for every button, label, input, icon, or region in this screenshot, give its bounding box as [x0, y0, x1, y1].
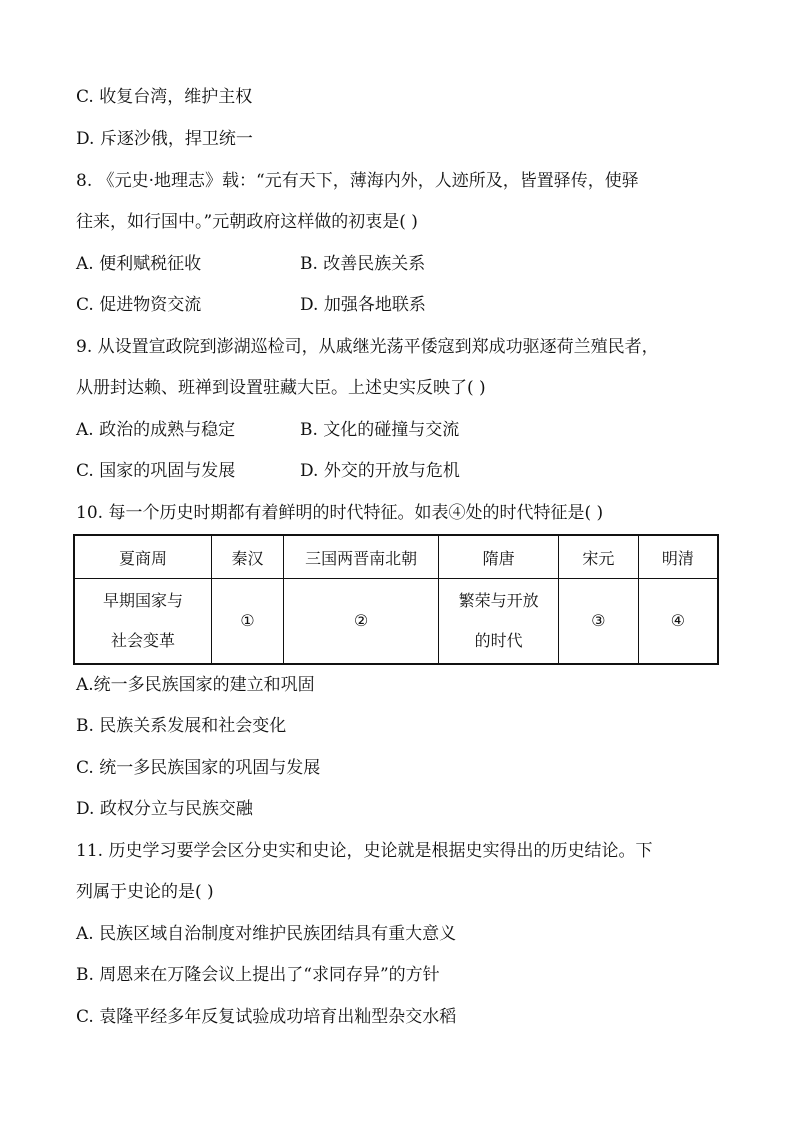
q11-option-b: B. 周恩来在万隆会议上提出了“求同存异”的方针	[76, 965, 440, 985]
q11-stem-line2: 列属于史论的是( )	[76, 882, 214, 902]
q10-option-b: B. 民族关系发展和社会变化	[76, 716, 287, 736]
era-table-header-row	[74, 535, 718, 579]
era-header-song-yuan: 宋元	[558, 535, 638, 579]
q9-option-c: C. 国家的巩固与发展	[76, 461, 236, 481]
q9-option-b: B. 文化的碰撞与交流	[300, 420, 460, 440]
q8-stem-line2: 往来，如行国中。”元朝政府这样做的初衷是( )	[76, 212, 418, 232]
q8-option-b: B. 改善民族关系	[300, 254, 426, 274]
q10-stem: 10. 每一个历史时期都有着鲜明的时代特征。如表④处的时代特征是( )	[76, 503, 604, 523]
q10-option-c: C. 统一多民族国家的巩固与发展	[76, 758, 321, 778]
era-feature-cell-1-line1: 早期国家与	[103, 591, 184, 610]
era-feature-cell-4-line2: 的时代	[474, 631, 523, 650]
q9-stem-line1: 9. 从设置宣政院到澎湖巡检司，从戚继光荡平倭寇到郑成功驱逐荷兰殖民者，	[76, 337, 659, 357]
era-feature-cell-5: ③	[558, 579, 638, 665]
q9-options-row2	[76, 459, 460, 483]
q8-options-row2	[76, 293, 426, 317]
era-feature-cell-1-line2: 社会变革	[111, 631, 176, 650]
q8-option-d: D. 加强各地联系	[300, 295, 426, 315]
q10-option-a: A.统一多民族国家的建立和巩固	[76, 675, 315, 695]
era-header-qin-han: 秦汉	[212, 535, 284, 579]
q9-option-a: A. 政治的成熟与稳定	[76, 420, 236, 440]
q8-option-a: A. 便利赋税征收	[76, 254, 202, 274]
q11-option-c: C. 袁隆平经多年反复试验成功培育出籼型杂交水稻	[76, 1007, 457, 1027]
era-feature-cell-4-line1: 繁荣与开放	[458, 591, 539, 610]
era-header-three-kingdoms: 三国两晋南北朝	[283, 535, 438, 579]
era-feature-cell-6: ④	[638, 579, 718, 665]
q9-option-d: D. 外交的开放与危机	[300, 461, 460, 481]
era-header-sui-tang: 隋唐	[439, 535, 559, 579]
q11-stem-line1: 11. 历史学习要学会区分史实和史论，史论就是根据史实得出的历史结论。下	[76, 841, 653, 861]
q9-options-row1	[76, 418, 460, 442]
era-feature-cell-4	[439, 579, 559, 665]
era-feature-cell-2: ①	[212, 579, 284, 665]
q10-option-d: D. 政权分立与民族交融	[76, 799, 253, 819]
era-header-xia-shang-zhou: 夏商周	[74, 535, 212, 579]
q9-stem-line2: 从册封达赖、班禅到设置驻藏大臣。上述史实反映了( )	[76, 378, 486, 398]
era-feature-cell-1	[74, 579, 212, 665]
q8-stem-line1: 8. 《元史·地理志》载：“元有天下，薄海内外，人迹所及，皆置驿传，使驿	[76, 171, 639, 191]
era-header-ming-qing: 明清	[638, 535, 718, 579]
era-table	[73, 534, 719, 665]
q8-option-c: C. 促进物资交流	[76, 295, 202, 315]
era-table-feature-row	[74, 579, 718, 665]
q11-option-a: A. 民族区域自治制度对维护民族团结具有重大意义	[76, 924, 457, 944]
q7-option-d: D. 斥逐沙俄，捍卫统一	[76, 129, 253, 149]
q7-option-c: C. 收复台湾，维护主权	[76, 87, 253, 107]
era-feature-cell-3: ②	[283, 579, 438, 665]
q8-options-row1	[76, 252, 426, 276]
